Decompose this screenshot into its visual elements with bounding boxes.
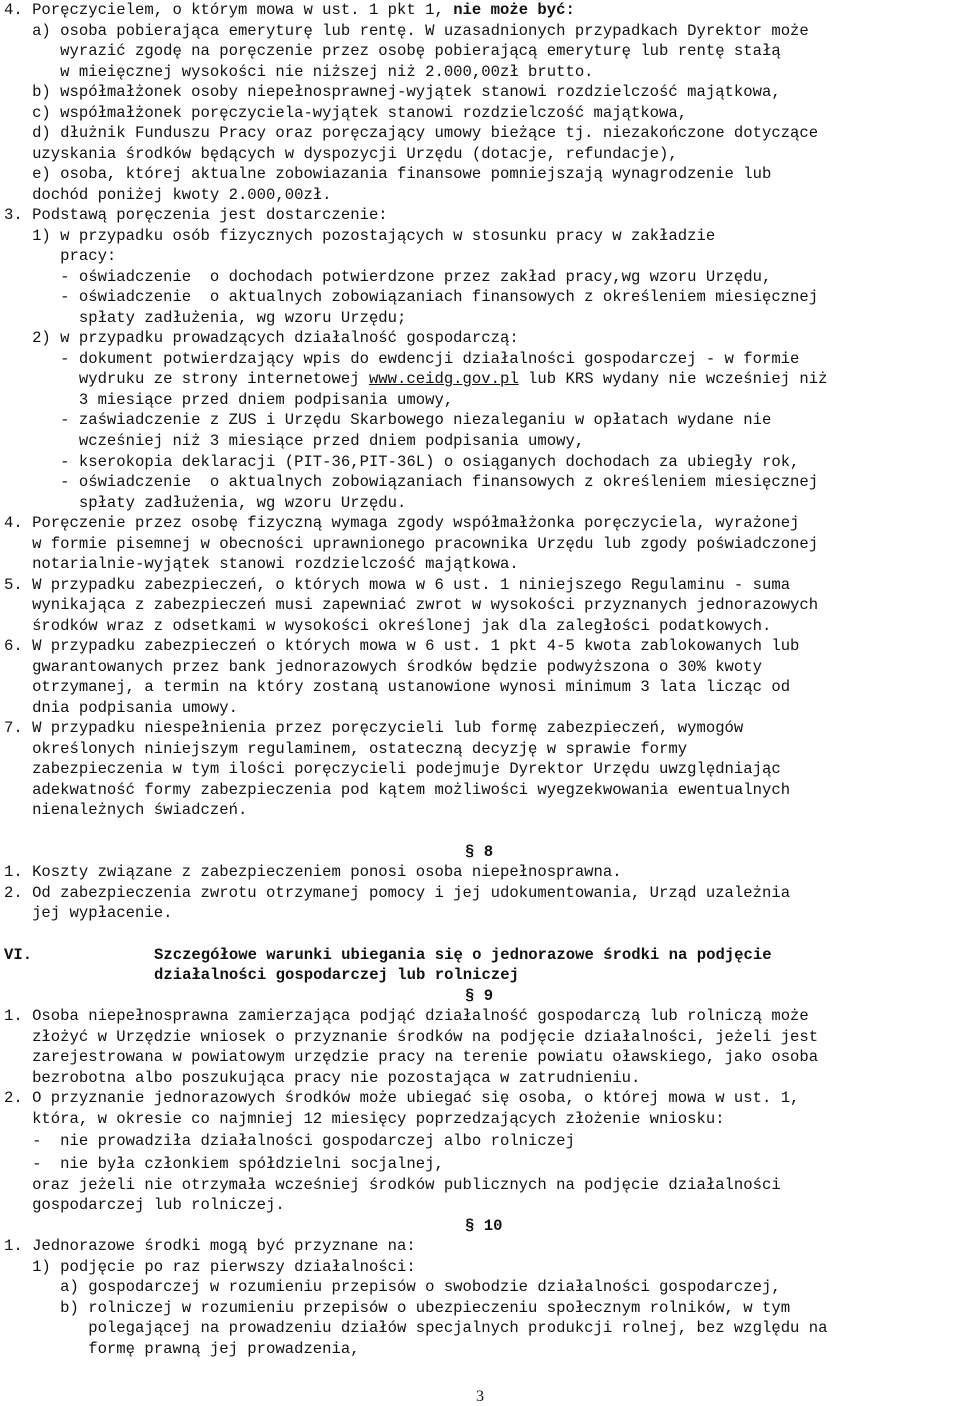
line-text: 1. Koszty związane z zabezpieczeniem ponosi osoba niepełnosprawna. <box>4 863 622 881</box>
line-text: 2. O przyznanie jednorazowych środków może ubiegać się osoba, o której mowa w ust. 1, <box>4 1089 800 1107</box>
line-text: dnia podpisania umowy. <box>4 699 238 717</box>
line-text: określonych niniejszym regulaminem, ostateczną decyzję w sprawie formy <box>4 740 688 758</box>
text-line <box>4 1109 725 1129</box>
text-line <box>154 965 519 985</box>
bold-text: działalności gospodarczej lub rolniczej <box>154 966 519 984</box>
line-text: 1) podjęcie po raz pierwszy działalności: <box>4 1258 416 1276</box>
text-line <box>4 62 594 82</box>
text-line <box>4 1027 818 1047</box>
text-line <box>4 1339 360 1359</box>
line-text: nienależnych świadczeń. <box>4 801 248 819</box>
line-text: wydruku ze strony internetowej <box>4 370 369 388</box>
line-text: - oświadczenie o dochodach potwierdzone przez zakład pracy,wg wzoru Urzędu, <box>4 268 772 286</box>
text-line <box>4 41 781 61</box>
text-line <box>4 226 715 246</box>
line-text: d) dłużnik Funduszu Pracy oraz poręczający umowy bieżące tj. niezakończone dotyczące <box>4 124 819 142</box>
line-text: a) gospodarczej w rozumieniu przepisów o swobodzie działalności gospodarczej, <box>4 1278 781 1296</box>
text-line <box>4 103 687 123</box>
line-text: bezrobotna albo poszukująca pracy nie pozostająca w zatrudnieniu. <box>4 1069 641 1087</box>
text-line <box>4 267 771 287</box>
line-text: 1) w przypadku osób fizycznych pozostających w stosunku pracy w zakładzie <box>4 227 716 245</box>
text-line <box>4 657 762 677</box>
page-number: 3 <box>476 1388 484 1405</box>
text-line <box>4 1257 416 1277</box>
text-line <box>4 759 781 779</box>
line-text: w formie pisemnej w obecności uprawnionego pracownika Urzędu lub zgody poświadczonej <box>4 535 819 553</box>
text-line <box>4 246 116 266</box>
line-text: formę prawną jej prowadzenia, <box>4 1340 360 1358</box>
text-line <box>4 1006 809 1026</box>
line-text: - oświadczenie o aktualnych zobowiązaniach finansowych z określeniem miesięcznej <box>4 288 819 306</box>
text-line <box>4 472 818 492</box>
bold-text: § 10 <box>465 1217 503 1235</box>
text-line <box>4 1318 827 1338</box>
text-line <box>4 534 818 554</box>
text-line <box>4 698 238 718</box>
line-text: - nie prowadziła działalności gospodarczej albo rolniczej <box>4 1132 575 1150</box>
text-line <box>4 800 247 820</box>
text-line <box>4 513 799 533</box>
text-line <box>4 390 453 410</box>
line-text: jej wypłacenie. <box>4 904 173 922</box>
text-line <box>4 123 818 143</box>
text-line <box>4 349 799 369</box>
text-line <box>4 493 406 513</box>
text-line <box>4 1068 640 1088</box>
text-line <box>4 862 622 882</box>
line-text: - dokument potwierdzający wpis do ewdencji działalności gospodarczej - w formie <box>4 350 800 368</box>
line-text: notarialnie-wyjątek stanowi rozdzielczość majątkowa. <box>4 555 519 573</box>
line-text: w mieięcznej wysokości nie niższej niż 2.000,00zł brutto. <box>4 63 594 81</box>
text-line <box>4 1088 799 1108</box>
line-text: oraz jeżeli nie otrzymała wcześniej środków publicznych na podjęcie działalności <box>4 1176 781 1194</box>
line-text: dochód poniżej kwoty 2.000,00zł. <box>4 186 332 204</box>
text-line <box>4 780 790 800</box>
line-text: gospodarczej lub rolniczej. <box>4 1196 285 1214</box>
line-text: b) współmałżonek osoby niepełnosprawnej-wyjątek stanowi rozdzielczość majątkowa, <box>4 83 781 101</box>
line-text: - nie była członkiem spółdzielni socjalnej, <box>4 1155 444 1173</box>
bold-text: VI. <box>4 946 33 964</box>
line-text: adekwatność formy zabezpieczenia pod kątem możliwości wyegzekwowania ewentualnych <box>4 781 791 799</box>
text-line <box>4 554 519 574</box>
line-text: polegającej na prowadzeniu działów specjalnych produkcji rolnej, bez względu na <box>4 1319 828 1337</box>
text-line <box>4 452 799 472</box>
text-line <box>154 945 772 965</box>
line-text: 2) w przypadku prowadzących działalność gospodarczą: <box>4 329 519 347</box>
line-text: 6. W przypadku zabezpieczeń o których mowa w 6 ust. 1 pkt 4-5 kwota zablokowanych lub <box>4 637 800 655</box>
bold-text: nie może być: <box>453 1 575 19</box>
line-text: b) rolniczej w rozumieniu przepisów o ubezpieczeniu społecznym rolników, w tym <box>4 1299 791 1317</box>
text-line <box>4 636 799 656</box>
text-line <box>4 1298 790 1318</box>
line-text: 1. Jednorazowe środki mogą być przyznane na: <box>4 1237 416 1255</box>
line-text: wynikająca z zabezpieczeń musi zapewniać zwrot w wysokości przyznanych jednorazowych <box>4 596 819 614</box>
text-line <box>4 369 828 389</box>
line-text: - zaświadczenie z ZUS i Urzędu Skarbowego niezaleganiu w opłatach wydane nie <box>4 411 772 429</box>
bold-text: § 9 <box>465 987 494 1005</box>
line-text: złożyć w Urzędzie wniosek o przyznanie środków na podjęcie działalności, jeżeli jest <box>4 1028 819 1046</box>
line-text: zarejestrowana w powiatowym urzędzie pracy na terenie powiatu oławskiego, jako osoba <box>4 1048 819 1066</box>
line-text: spłaty zadłużenia, wg wzoru Urzędu. <box>4 494 407 512</box>
line-text: gwarantowanych przez bank jednorazowych środków będzie podwyższona o 30% kwoty <box>4 658 762 676</box>
text-line <box>4 903 172 923</box>
text-line <box>465 842 493 862</box>
text-line <box>4 595 818 615</box>
line-text: 1. Osoba niepełnosprawna zamierzająca podjąć działalność gospodarczą lub rolniczą może <box>4 1007 809 1025</box>
text-line <box>4 0 575 20</box>
text-line <box>4 616 771 636</box>
line-text: lub KRS wydany nie wcześniej niż <box>518 370 828 388</box>
ceidg-link[interactable]: www.ceidg.gov.pl <box>368 370 519 388</box>
text-line <box>4 431 584 451</box>
text-line <box>4 739 687 759</box>
text-line <box>4 1195 285 1215</box>
text-line <box>4 883 790 903</box>
text-line <box>4 328 519 348</box>
text-line <box>4 945 32 965</box>
line-text: e) osoba, której aktualne zobowiazania finansowe pomniejszają wynagrodzenie lub <box>4 165 772 183</box>
line-text: c) współmałżonek poręczyciela-wyjątek stanowi rozdzielczość majątkowa, <box>4 104 688 122</box>
line-text: zabezpieczenia w tym ilości poręczycieli podejmuje Dyrektor Urzędu uwzględniając <box>4 760 781 778</box>
text-line <box>4 144 678 164</box>
text-line <box>4 575 790 595</box>
text-line <box>4 287 818 307</box>
text-line <box>4 205 388 225</box>
line-text: wyrazić zgodę na poręczenie przez osobę pobierającą emeryturę lub rentę stałą <box>4 42 781 60</box>
text-line <box>4 410 771 430</box>
line-text: otrzymanej, a termin na który zostaną ustanowione wynosi minimum 3 lata licząc od <box>4 678 791 696</box>
text-line <box>4 1236 416 1256</box>
line-text: pracy: <box>4 247 117 265</box>
line-text: 4. Poręczenie przez osobę fizyczną wymaga zgody współmałżonka poręczyciela, wyrażonej <box>4 514 800 532</box>
bold-text: § 8 <box>465 843 494 861</box>
line-text: 2. Od zabezpieczenia zwrotu otrzymanej pomocy i jej udokumentowania, Urząd uzależnia <box>4 884 791 902</box>
text-line <box>4 718 743 738</box>
text-line <box>465 986 493 1006</box>
text-line <box>4 1277 781 1297</box>
text-line <box>4 164 771 184</box>
line-text: wcześniej niż 3 miesiące przed dniem podpisania umowy, <box>4 432 585 450</box>
text-line <box>4 1047 818 1067</box>
line-text: 5. W przypadku zabezpieczeń, o których mowa w 6 ust. 1 niniejszego Regulaminu - suma <box>4 576 791 594</box>
text-line <box>4 21 809 41</box>
line-text: 7. W przypadku niespełnienia przez poręczycieli lub formę zabezpieczeń, wymogów <box>4 719 744 737</box>
text-line <box>4 1131 575 1151</box>
text-line <box>4 1154 444 1174</box>
text-line <box>4 308 406 328</box>
line-text: środków wraz z odsetkami w wysokości określonej jak dla zaległości podatkowych. <box>4 617 772 635</box>
line-text: która, w okresie co najmniej 12 miesięcy poprzedzających złożenie wniosku: <box>4 1110 725 1128</box>
line-text: 3 miesiące przed dniem podpisania umowy, <box>4 391 454 409</box>
line-text: - oświadczenie o aktualnych zobowiązaniach finansowych z określeniem miesięcznej <box>4 473 819 491</box>
line-text: spłaty zadłużenia, wg wzoru Urzędu; <box>4 309 407 327</box>
text-line <box>4 185 332 205</box>
line-text: a) osoba pobierająca emeryturę lub rentę. W uzasadnionych przypadkach Dyrektor może <box>4 22 809 40</box>
line-text: - kserokopia deklaracji (PIT-36,PIT-36L) o osiąganych dochodach za ubiegły rok, <box>4 453 800 471</box>
line-text: 3. Podstawą poręczenia jest dostarczenie: <box>4 206 388 224</box>
line-text: uzyskania środków będących w dyspozycji Urzędu (dotacje, refundacje), <box>4 145 678 163</box>
text-line <box>4 677 790 697</box>
text-line <box>4 1175 781 1195</box>
line-text: 4. Poręczycielem, o którym mowa w ust. 1 pkt 1, <box>4 1 454 19</box>
text-line <box>465 1216 502 1236</box>
text-line <box>4 82 781 102</box>
bold-text: Szczegółowe warunki ubiegania się o jednorazowe środki na podjęcie <box>154 946 772 964</box>
